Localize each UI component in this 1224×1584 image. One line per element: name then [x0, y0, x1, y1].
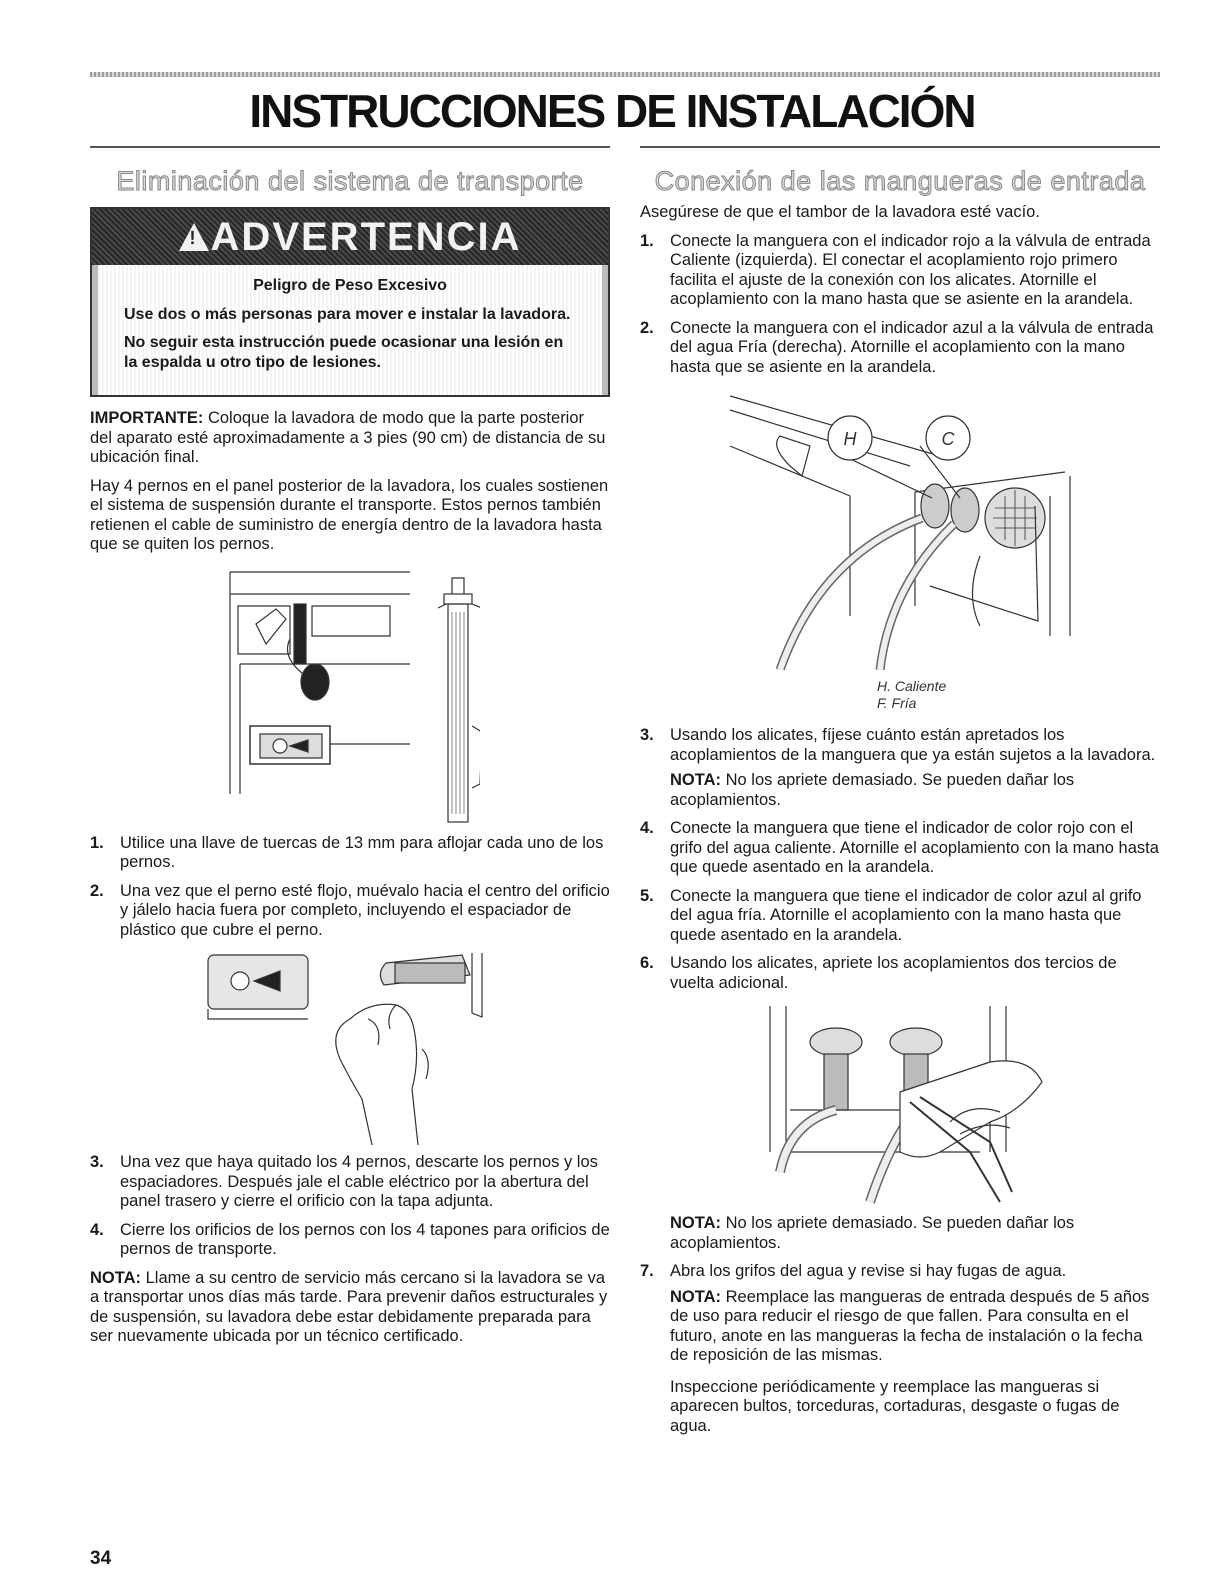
list-item: 5. Conecte la manguera que tiene el indicador de color azul al grifo del agua fría. Atornille el acoplamiento con la mano hasta que quede asentado en la arandela.: [640, 886, 1142, 944]
warning-line-1: Use dos o más personas para mover e instalar la lavadora.: [124, 306, 571, 323]
warning-line-2: No seguir esta instrucción puede ocasionar una lesión en la espalda u otro tipo de lesiones.: [124, 334, 564, 371]
washer-back-panel-illustration: [220, 564, 480, 826]
list-item: 1. Conecte la manguera con el indicador rojo a la válvula de entrada Caliente (izquierda). El conectar el acoplamiento rojo primero facilita el ajuste de la conexión con los alicates. Atornille el acoplamiento con la mano hasta que se asiente en la arandela.: [640, 231, 1151, 308]
warning-body: [92, 265, 608, 395]
callout-c: C: [941, 429, 955, 449]
section-heading-transport: Eliminación del sistema de transporte: [116, 166, 584, 196]
hoses-intro: Asegúrese de que el tambor de la lavadora esté vacío.: [640, 203, 1040, 221]
warning-subtitle: Peligro de Peso Excesivo: [253, 277, 447, 294]
inspect-paragraph: Inspeccione periódicamente y reemplace las mangueras si aparecen bultos, torceduras, cortaduras, desgaste o fugas de agua.: [670, 1377, 1120, 1435]
list-item: 1. Utilice una llave de tuercas de 13 mm para aflojar cada uno de los pernos.: [90, 833, 604, 871]
service-note: NOTA: Llame a su centro de servicio más cercano si la lavadora se va a transportar unos días más tarde. Para prevenir daños estructurales y de suspensión, su lavadora debe estar debidamente preparada para ser nuevamente ubicada por un técnico certificado.: [90, 1268, 608, 1345]
step3-note: NOTA: No los apriete demasiado. Se pueden dañar los acoplamientos.: [670, 771, 1075, 809]
warning-title: ADVERTENCIA: [210, 214, 522, 259]
bolts-paragraph: Hay 4 pernos en el panel posterior de la lavadora, los cuales sostienen el sistema de suspensión durante el transporte. Estos pernos también retienen el cable de suministro de energía dentro de la lavadora hasta que se quiten los pernos.: [90, 476, 609, 553]
hose-steps-1-2: [640, 232, 1160, 378]
section-rule: [640, 146, 1160, 148]
caption-cold: F. Fría: [877, 695, 917, 711]
top-rule: [90, 72, 1160, 77]
caption-hot: H. Caliente: [877, 678, 947, 694]
hose-steps-4-6: [640, 819, 1160, 993]
pliers-faucet-illustration: [750, 1002, 1050, 1206]
hose-step-3: [640, 726, 1160, 810]
list-item: 3. Una vez que haya quitado los 4 pernos, descarte los pernos y los espaciadores. Después jale el cable eléctrico por la abertura del panel trasero y cierre el orificio con la tapa adjunta.: [90, 1153, 598, 1210]
transport-steps-3-4: [90, 1153, 610, 1260]
list-item: 6. Usando los alicates, apriete los acoplamientos dos tercios de vuelta adicional.: [640, 954, 1117, 992]
warning-header: [92, 209, 608, 265]
list-item: 2. Una vez que el perno esté flojo, muévalo hacia el centro del orificio y jálelo hacia fuera por completo, incluyendo el espaciador de plástico que cubre el perno.: [90, 881, 610, 939]
page-title: INSTRUCCIONES DE INSTALACIÓN: [249, 85, 975, 137]
hose-step-7: [640, 1262, 1160, 1436]
warning-triangle-icon: [179, 223, 209, 251]
page-number: 34: [90, 1548, 112, 1569]
figure-caption: [877, 678, 1160, 712]
section-rule: [90, 146, 610, 148]
right-column: [640, 146, 1160, 1445]
left-column: [90, 146, 610, 1356]
list-item: 3. Usando los alicates, fíjese cuánto están apretados los acoplamientos de la manguera que ya están sujetos a la lavadora. NOTA: No los apriete demasiado. Se pueden dañar los acoplamientos.: [640, 726, 1160, 810]
list-item: 4. Conecte la manguera que tiene el indicador de color rojo con el grifo del agua caliente. Atornille el acoplamiento con la mano hasta que quede asentado en la arandela.: [640, 819, 1159, 876]
overtighten-note: NOTA: No los apriete demasiado. Se pueden dañar los acoplamientos.: [670, 1214, 1075, 1252]
list-item: 2. Conecte la manguera con el indicador azul a la válvula de entrada del agua Fría (derecha). Atornille el acoplamiento con la mano hasta que se asiente en la arandela.: [640, 318, 1154, 376]
replace-hoses-note: NOTA: Reemplace las mangueras de entrada después de 5 años de uso para reducir el riesgo de que fallen. Para consulta en el futuro, anote en las mangueras la fecha de instalación o la fecha de reposición de las mismas.: [670, 1287, 1150, 1364]
callout-h: H: [843, 429, 857, 449]
inlet-hoses-illustration: [710, 386, 1090, 670]
transport-steps-1-2: [90, 834, 610, 941]
important-label: IMPORTANTE:: [90, 409, 204, 427]
section-heading-hoses: Conexión de las mangueras de entrada: [654, 166, 1146, 196]
warning-box: [90, 207, 610, 397]
important-text: Coloque la lavadora de modo que la parte posterior del aparato esté aproximadamente a 3 pies (90 cm) de distancia de su ubicación final.: [90, 409, 606, 466]
bolt-removal-illustration: [200, 949, 500, 1145]
important-paragraph: [90, 409, 610, 468]
list-item: 4. Cierre los orificios de los pernos con los 4 tapones para orificios de pernos de transporte.: [90, 1220, 610, 1258]
list-item: 7. Abra los grifos del agua y revise si hay fugas de agua. NOTA: Reemplace las mangueras de entrada después de 5 años de uso para reducir el riesgo de que fallen. Para consulta en el futuro, anote en las mangueras la fecha de instalación o la fecha de reposición de las mismas. Inspeccione periódicamente y reemplace las mangueras si aparecen bultos, torceduras, cortaduras, desgaste o fugas de agua.: [640, 1262, 1160, 1436]
